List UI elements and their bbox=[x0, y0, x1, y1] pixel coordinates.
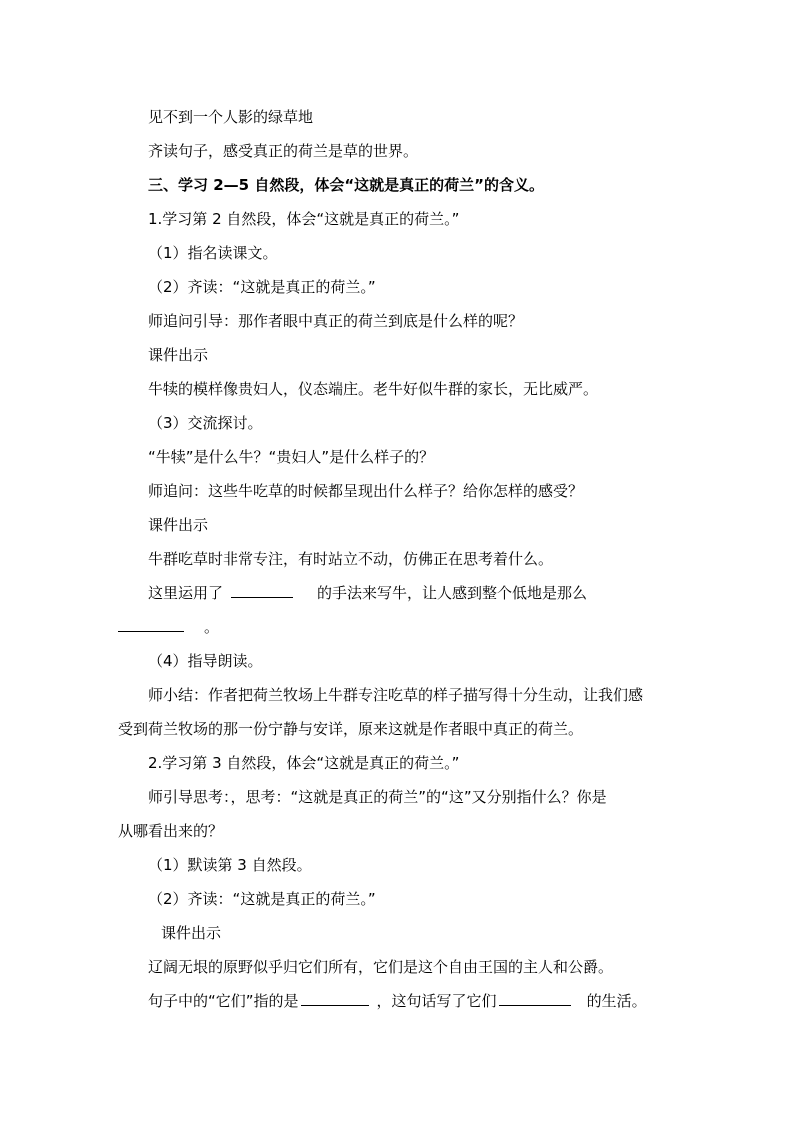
text-line: （4）指导朗读。 bbox=[148, 652, 263, 670]
fill-text: 的生活。 bbox=[586, 992, 647, 1010]
text-line: （2）齐读：“这就是真正的荷兰。” bbox=[148, 890, 376, 908]
text-line: 辽阔无垠的原野似乎归它们所有，它们是这个自由王国的主人和公爵。 bbox=[148, 958, 614, 976]
fill-text: 的手法来写牛，让人感到整个低地是那么 bbox=[317, 584, 588, 602]
answer-blank bbox=[231, 583, 293, 598]
text-line: （2）齐读：“这就是真正的荷兰。” bbox=[148, 278, 376, 296]
section-heading: 三、学习 2—5 自然段，体会“这就是真正的荷兰”的含义。 bbox=[148, 176, 545, 194]
text-line: 2.学习第 3 自然段，体会“这就是真正的荷兰。” bbox=[148, 754, 460, 772]
fill-text: 句子中的“它们”指的是 bbox=[148, 992, 299, 1010]
text-line: 师追问引导：那作者眼中真正的荷兰到底是什么样的呢？ bbox=[148, 312, 524, 330]
text-line: 师引导思考：，思考：“这就是真正的荷兰”的“这”又分别指什么？你是 bbox=[148, 788, 607, 806]
fill-blank-line bbox=[148, 583, 587, 603]
text-line: 课件出示 bbox=[148, 516, 209, 534]
text-line: 课件出示 bbox=[148, 346, 209, 364]
answer-blank bbox=[118, 617, 184, 632]
text-line: （1）默读第 3 自然段。 bbox=[148, 856, 312, 874]
fill-blank-line bbox=[118, 617, 219, 637]
text-line: “牛犊”是什么牛？“贵妇人”是什么样子的？ bbox=[148, 448, 435, 466]
text-line: 师小结：作者把荷兰牧场上牛群专注吃草的样子描写得十分生动，让我们感 bbox=[148, 686, 644, 704]
fill-blank-line bbox=[148, 991, 647, 1011]
fill-text: ，这句话写了它们 bbox=[376, 992, 497, 1010]
fill-text: 。 bbox=[204, 618, 220, 636]
text-line: 受到荷兰牧场的那一份宁静与安详，原来这就是作者眼中真正的荷兰。 bbox=[118, 720, 584, 738]
text-line: 课件出示 bbox=[161, 924, 222, 942]
text-line: 齐读句子，感受真正的荷兰是草的世界。 bbox=[148, 142, 419, 160]
fill-text: 这里运用了 bbox=[148, 584, 224, 602]
answer-blank bbox=[499, 991, 571, 1006]
text-line: （1）指名读课文。 bbox=[148, 244, 278, 262]
text-line: 牛犊的模样像贵妇人，仪态端庄。老牛好似牛群的家长，无比威严。 bbox=[148, 380, 599, 398]
text-line: 1.学习第 2 自然段，体会“这就是真正的荷兰。” bbox=[148, 210, 460, 228]
answer-blank bbox=[301, 991, 369, 1006]
text-line: 牛群吃草时非常专注，有时站立不动，仿佛正在思考着什么。 bbox=[148, 550, 554, 568]
text-line: 师追问：这些牛吃草的时候都呈现出什么样子？给你怎样的感受？ bbox=[148, 482, 584, 500]
text-line: 见不到一个人影的绿草地 bbox=[148, 108, 314, 126]
text-line: 从哪看出来的？ bbox=[118, 822, 224, 840]
text-line: （3）交流探讨。 bbox=[148, 414, 263, 432]
